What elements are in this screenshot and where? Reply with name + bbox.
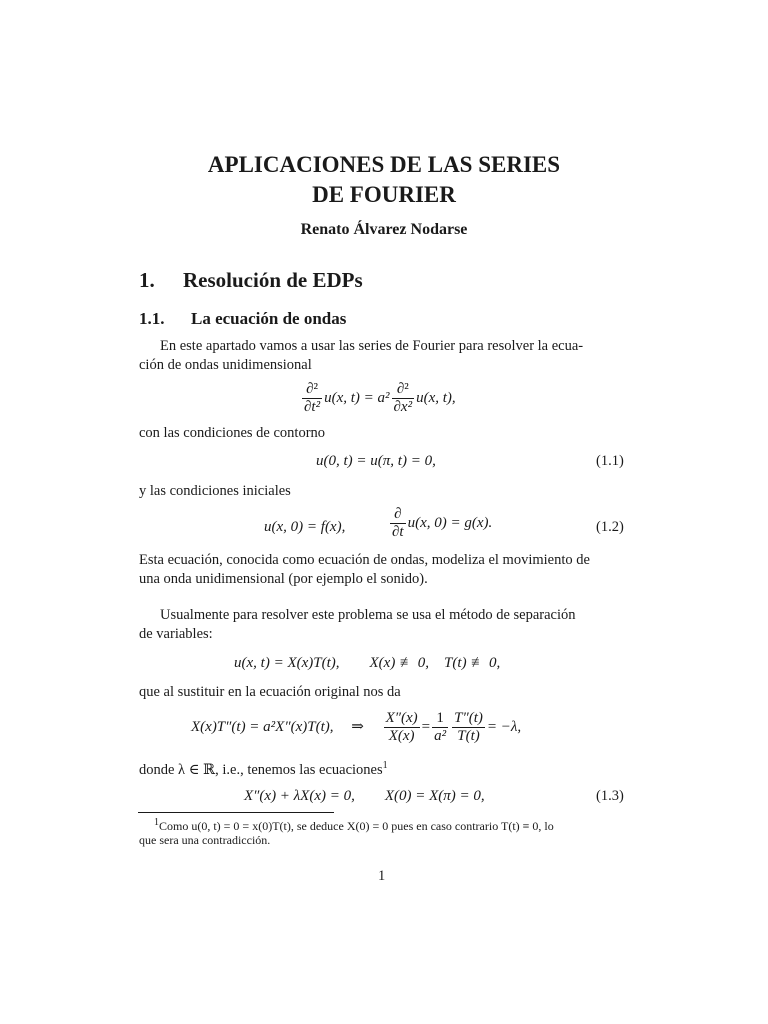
fraction-numerator: X″(x) — [385, 710, 418, 726]
subst-left: X(x)T″(t) = a²X″(x)T(t), — [191, 718, 334, 735]
section-number: 1. — [139, 268, 155, 292]
separation-equation: u(x, t) = X(x)T(t), X(x) ≢ 0, T(t) ≢ 0, — [234, 655, 501, 671]
implies-arrow: ⇒ — [351, 718, 364, 735]
wave-end: u(x, t), — [416, 389, 456, 406]
text-where-body: donde λ ∈ ℝ, i.e., tenemos las ecuaciones — [139, 761, 383, 778]
fraction-denominator: T(t) — [457, 728, 480, 744]
paragraph-1-line-2: ción de ondas unidimensional — [139, 357, 312, 373]
equation-1-1-label: (1.1) — [596, 453, 624, 469]
fraction-numerator: ∂² — [392, 381, 415, 399]
section-title: Resolución de EDPs — [183, 268, 363, 292]
text-boundary-conditions: con las condiciones de contorno — [139, 425, 326, 441]
equation-1-2-rhs: u(x, 0) = g(x). — [407, 514, 493, 531]
footnote-text-1: Como u(0, t) = 0 = x(0)T(t), se deduce X(0) = 0 pues en caso contrario T(t) ≡ 0, lo — [159, 819, 554, 833]
subst-end: = −λ, — [486, 718, 522, 735]
footnote-line-1 — [154, 817, 554, 834]
paragraph-3-line-2: de variables: — [139, 626, 213, 642]
fraction-numerator: T″(t) — [454, 710, 483, 726]
paragraph-3-line-1: Usualmente para resolver este problema se usa el método de separación — [160, 607, 576, 623]
subsection-number: 1.1. — [139, 309, 165, 328]
footnote-number: 1 — [154, 817, 159, 828]
fraction-d2-dx2 — [392, 381, 415, 416]
equation-1-2-label: (1.2) — [596, 519, 624, 535]
text-initial-conditions: y las condiciones iniciales — [139, 483, 291, 499]
title-line-1: APLICACIONES DE LAS SERIES — [207, 152, 561, 177]
equation-1-2-right — [388, 506, 492, 541]
fraction-denominator: X(x) — [388, 728, 415, 744]
wave-middle: u(x, t) = a² — [324, 389, 390, 406]
equation-1-3-label: (1.3) — [596, 788, 624, 804]
equals-sign: = — [421, 718, 431, 735]
title-line-2: DE FOURIER — [312, 182, 456, 207]
fraction-denominator: a² — [434, 728, 447, 744]
paragraph-2-line-2: una onda unidimensional (por ejemplo el sonido). — [139, 571, 428, 587]
footnote-mark[interactable]: 1 — [382, 760, 388, 771]
fraction-numerator: ∂² — [302, 381, 322, 399]
author: Renato Álvarez Nodarse — [300, 221, 468, 238]
substitution-equation — [191, 710, 521, 745]
equation-1-2-left: u(x, 0) = f(x), — [264, 519, 346, 535]
fraction-d-dt — [390, 506, 406, 541]
paragraph-1-line-1: En este apartado vamos a usar las series de Fourier para resolver la ecua- — [160, 338, 584, 354]
equation-1-3: X″(x) + λX(x) = 0, X(0) = X(π) = 0, — [244, 788, 485, 804]
footnote-rule — [138, 812, 334, 813]
paragraph-2-line-1: Esta ecuación, conocida como ecuación de ondas, modeliza el movimiento de — [139, 552, 590, 568]
page-number: 1 — [378, 868, 386, 884]
fraction-1-a2 — [432, 710, 448, 745]
text-substitution: que al sustituir en la ecuación original nos da — [139, 684, 401, 700]
wave-equation — [300, 381, 456, 416]
text-where — [139, 760, 388, 779]
fraction-x2-x — [384, 710, 420, 745]
footnote-line-2: que sera una contradicción. — [139, 833, 271, 847]
fraction-numerator: 1 — [432, 710, 448, 728]
subsection-title: La ecuación de ondas — [191, 309, 347, 328]
fraction-denominator: ∂t — [392, 524, 404, 540]
fraction-d2-dt2 — [302, 381, 322, 416]
fraction-numerator: ∂ — [390, 506, 406, 524]
fraction-t2-t — [452, 710, 485, 745]
equation-1-1: u(0, t) = u(π, t) = 0, — [316, 453, 436, 469]
fraction-denominator: ∂x² — [393, 399, 413, 415]
fraction-denominator: ∂t² — [304, 399, 321, 415]
